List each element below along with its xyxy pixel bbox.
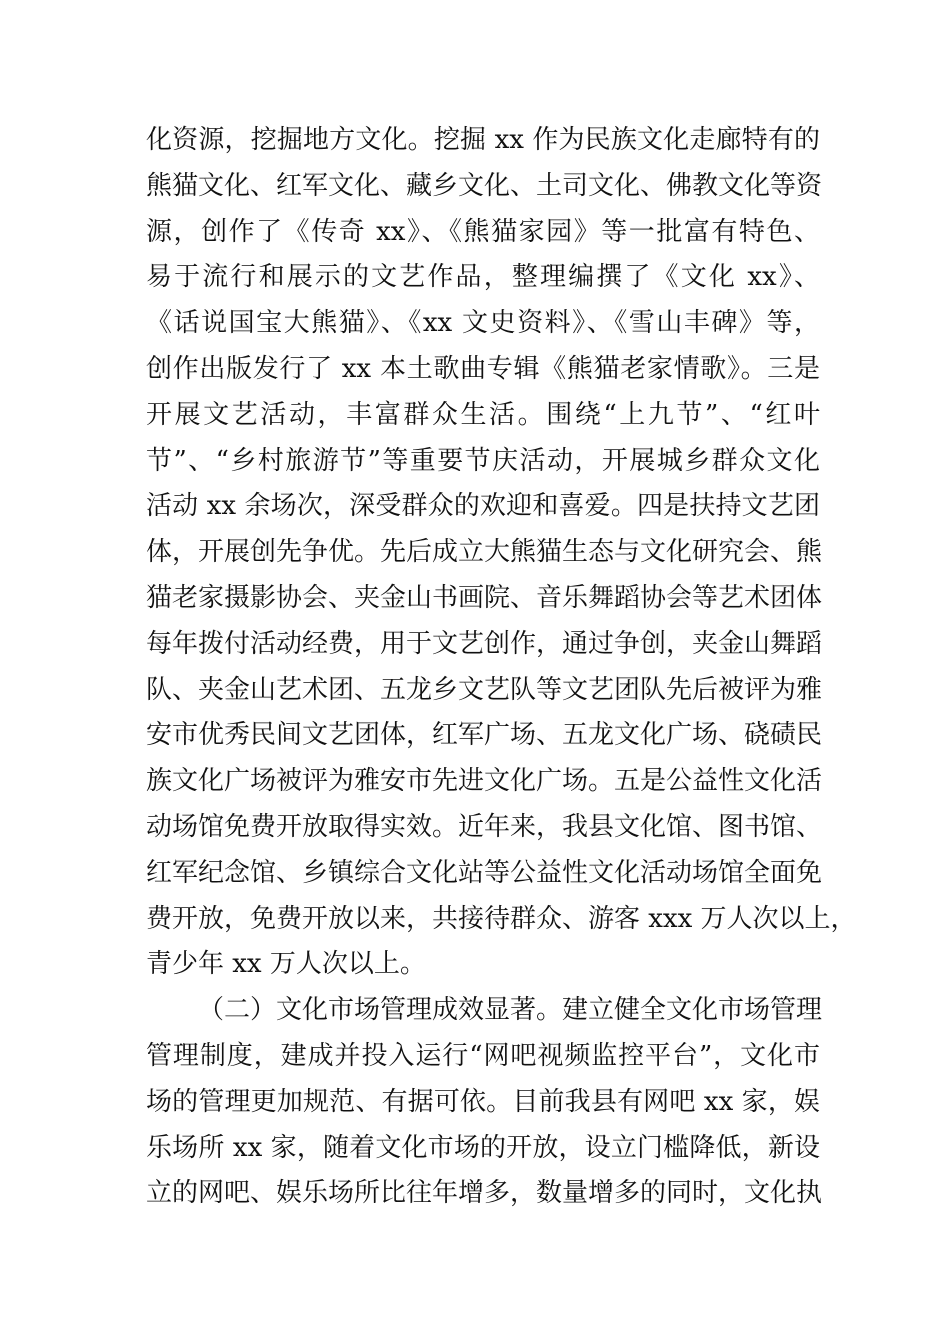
text-line: 每年拨付活动经费，用于文艺创作，通过争创，夹金山舞蹈 [146, 628, 823, 659]
text-line: 体，开展创先争优。先后成立大熊猫生态与文化研究会、熊 [146, 537, 823, 568]
text-line: 乐场所 xx 家，随着文化市场的开放，设立门槛降低，新设 [146, 1132, 820, 1163]
text-line: 猫老家摄影协会、夹金山书画院、音乐舞蹈协会等艺术团体 [146, 582, 823, 613]
text-line: 节”、“乡村旅游节”等重要节庆活动，开展城乡群众文化 [146, 445, 820, 476]
text-line: 立的网吧、娱乐场所比往年增多，数量增多的同时，文化执 [146, 1178, 823, 1209]
text-line: 动场馆免费开放取得实效。近年来，我县文化馆、图书馆、 [146, 811, 823, 842]
section-heading-line: （二）文化市场管理成效显著。建立健全文化市场管理 [198, 995, 823, 1026]
text-line: 熊猫文化、红军文化、藏乡文化、土司文化、佛教文化等资 [146, 170, 823, 201]
text-line: 《话说国宝大熊猫》、《xx 文史资料》、《雪山丰碑》等， [146, 308, 820, 339]
text-line: 开展文艺活动，丰富群众生活。围绕“上九节”、“红叶 [146, 399, 820, 430]
text-line: 创作出版发行了 xx 本土歌曲专辑《熊猫老家情歌》。三是 [146, 353, 820, 384]
text-line: 族文化广场被评为雅安市先进文化广场。五是公益性文化活 [146, 766, 823, 797]
text-line: 活动 xx 余场次，深受群众的欢迎和喜爱。四是扶持文艺团 [146, 491, 820, 522]
text-line: 场的管理更加规范、有据可依。目前我县有网吧 xx 家，娱 [146, 1086, 820, 1117]
text-line: 管理制度，建成并投入运行“网吧视频监控平台”，文化市 [146, 1040, 820, 1071]
text-line: 化资源，挖掘地方文化。挖掘 xx 作为民族文化走廊特有的 [146, 125, 820, 155]
text-line: 队、夹金山艺术团、五龙乡文艺队等文艺团队先后被评为雅 [146, 674, 823, 705]
text-line: 易于流行和展示的文艺作品，整理编撰了《文化 xx》、 [146, 262, 820, 293]
text-line: 红军纪念馆、乡镇综合文化站等公益性文化活动场馆全面免 [146, 857, 823, 888]
paragraph-end-line: 青少年 xx 万人次以上。 [146, 949, 426, 980]
text-line: 源，创作了《传奇 xx》、《熊猫家园》等一批富有特色、 [146, 216, 820, 247]
text-line: 安市优秀民间文艺团体，红军广场、五龙文化广场、硗碛民 [146, 720, 823, 751]
body-text [146, 118, 857, 1217]
text-line: 费开放，免费开放以来，共接待群众、游客 xxx 万人次以上， [146, 903, 857, 934]
